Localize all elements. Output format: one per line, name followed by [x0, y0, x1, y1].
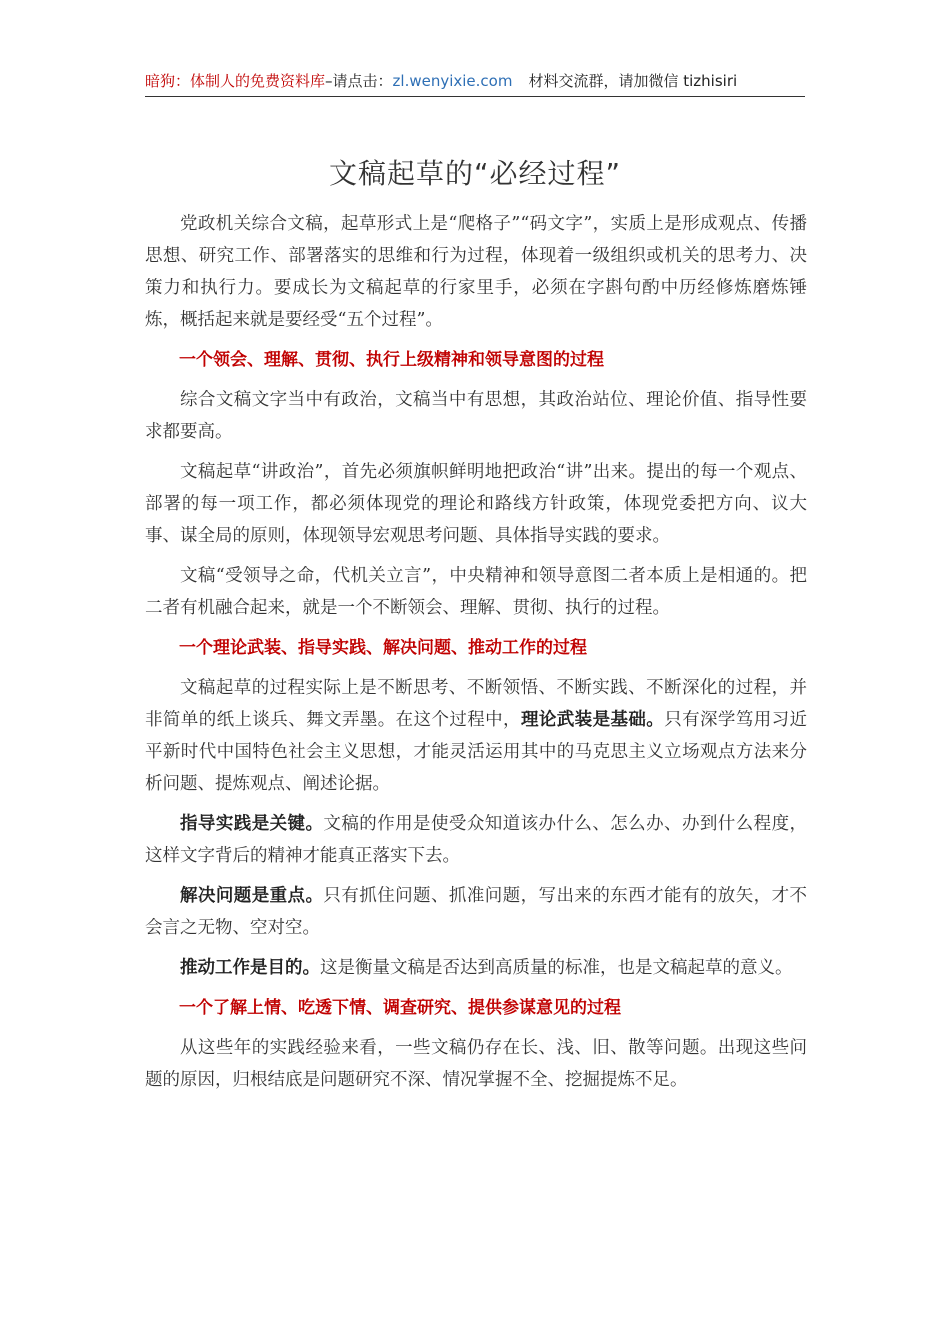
section-heading: 一个了解上情、吃透下情、调查研究、提供参谋意见的过程: [179, 998, 621, 1018]
bold-phrase: 解决问题是重点。: [180, 886, 324, 906]
section-heading: 一个领会、理解、贯彻、执行上级精神和领导意图的过程: [179, 350, 604, 370]
paragraph-text: 这是衡量文稿是否达到高质量的标准，也是文稿起草的意义。: [320, 958, 793, 978]
paragraph: [145, 952, 807, 984]
header-brand: 暗狗：体制人的免费资料库: [145, 72, 326, 90]
paragraph-text: 文稿的作用是使受众知道该办什么、怎么办、办到什么程度，这样文字背后的精神才能真正落实下去。: [145, 814, 808, 866]
header-wechat: 材料交流群，请加微信 tizhisiri: [528, 72, 738, 90]
bold-phrase: 指导实践是关键。: [180, 814, 324, 834]
paragraph-text: 文稿起草的过程实际上是不断思考、不断领悟、不断实践、不断深化的过程，并非简单的纸上谈兵、舞文弄墨。在这个过程中，: [145, 678, 807, 730]
paragraph-text: 只有抓住问题、抓准问题，写出来的东西才能有的放矢，才不会言之无物、空对空。: [145, 886, 808, 938]
header-link[interactable]: zl.wenyixie.com: [392, 72, 513, 90]
document-title: 文稿起草的“必经过程”: [328, 157, 621, 190]
paragraph: 文稿起草“讲政治”，首先必须旗帜鲜明地把政治“讲”出来。提出的每一个观点、部署的每一项工作，都必须体现党的理论和路线方针政策，体现党委把方向、议大事、谋全局的原则，体现领导宏观思考问题、具体指导实践的要求。: [145, 462, 807, 546]
paragraph: 从这些年的实践经验来看，一些文稿仍存在长、浅、旧、散等问题。出现这些问题的原因，归根结底是问题研究不深、情况掌握不全、挖掘提炼不足。: [145, 1038, 807, 1090]
paragraph: [145, 880, 807, 944]
bold-phrase: 推动工作是目的。: [180, 958, 320, 978]
section-heading: 一个理论武装、指导实践、解决问题、推动工作的过程: [179, 638, 587, 658]
paragraph: 综合文稿文字当中有政治，文稿当中有思想，其政治站位、理论价值、指导性要求都要高。: [145, 390, 807, 442]
bold-phrase: 理论武装是基础。: [520, 710, 665, 730]
paragraph: [145, 808, 807, 872]
paragraph: [145, 672, 807, 800]
paragraph: 文稿“受领导之命，代机关立言”，中央精神和领导意图二者本质上是相通的。把二者有机融合起来，就是一个不断领会、理解、贯彻、执行的过程。: [145, 566, 807, 618]
page-header: [145, 66, 805, 97]
paragraph: 党政机关综合文稿，起草形式上是“爬格子”“码文字”，实质上是形成观点、传播思想、研究工作、部署落实的思维和行为过程，体现着一级组织或机关的思考力、决策力和执行力。要成长为文稿起草的行家里手，必须在字斟句酌中历经修炼磨炼锤炼，概括起来就是要经受“五个过程”。: [145, 214, 807, 330]
paragraph-text: 只有深学笃用习近平新时代中国特色社会主义思想，才能灵活运用其中的马克思主义立场观点方法来分析问题、提炼观点、阐述论据。: [145, 710, 808, 794]
document-body: [145, 208, 807, 1104]
header-link-label: –请点击：: [325, 72, 393, 90]
